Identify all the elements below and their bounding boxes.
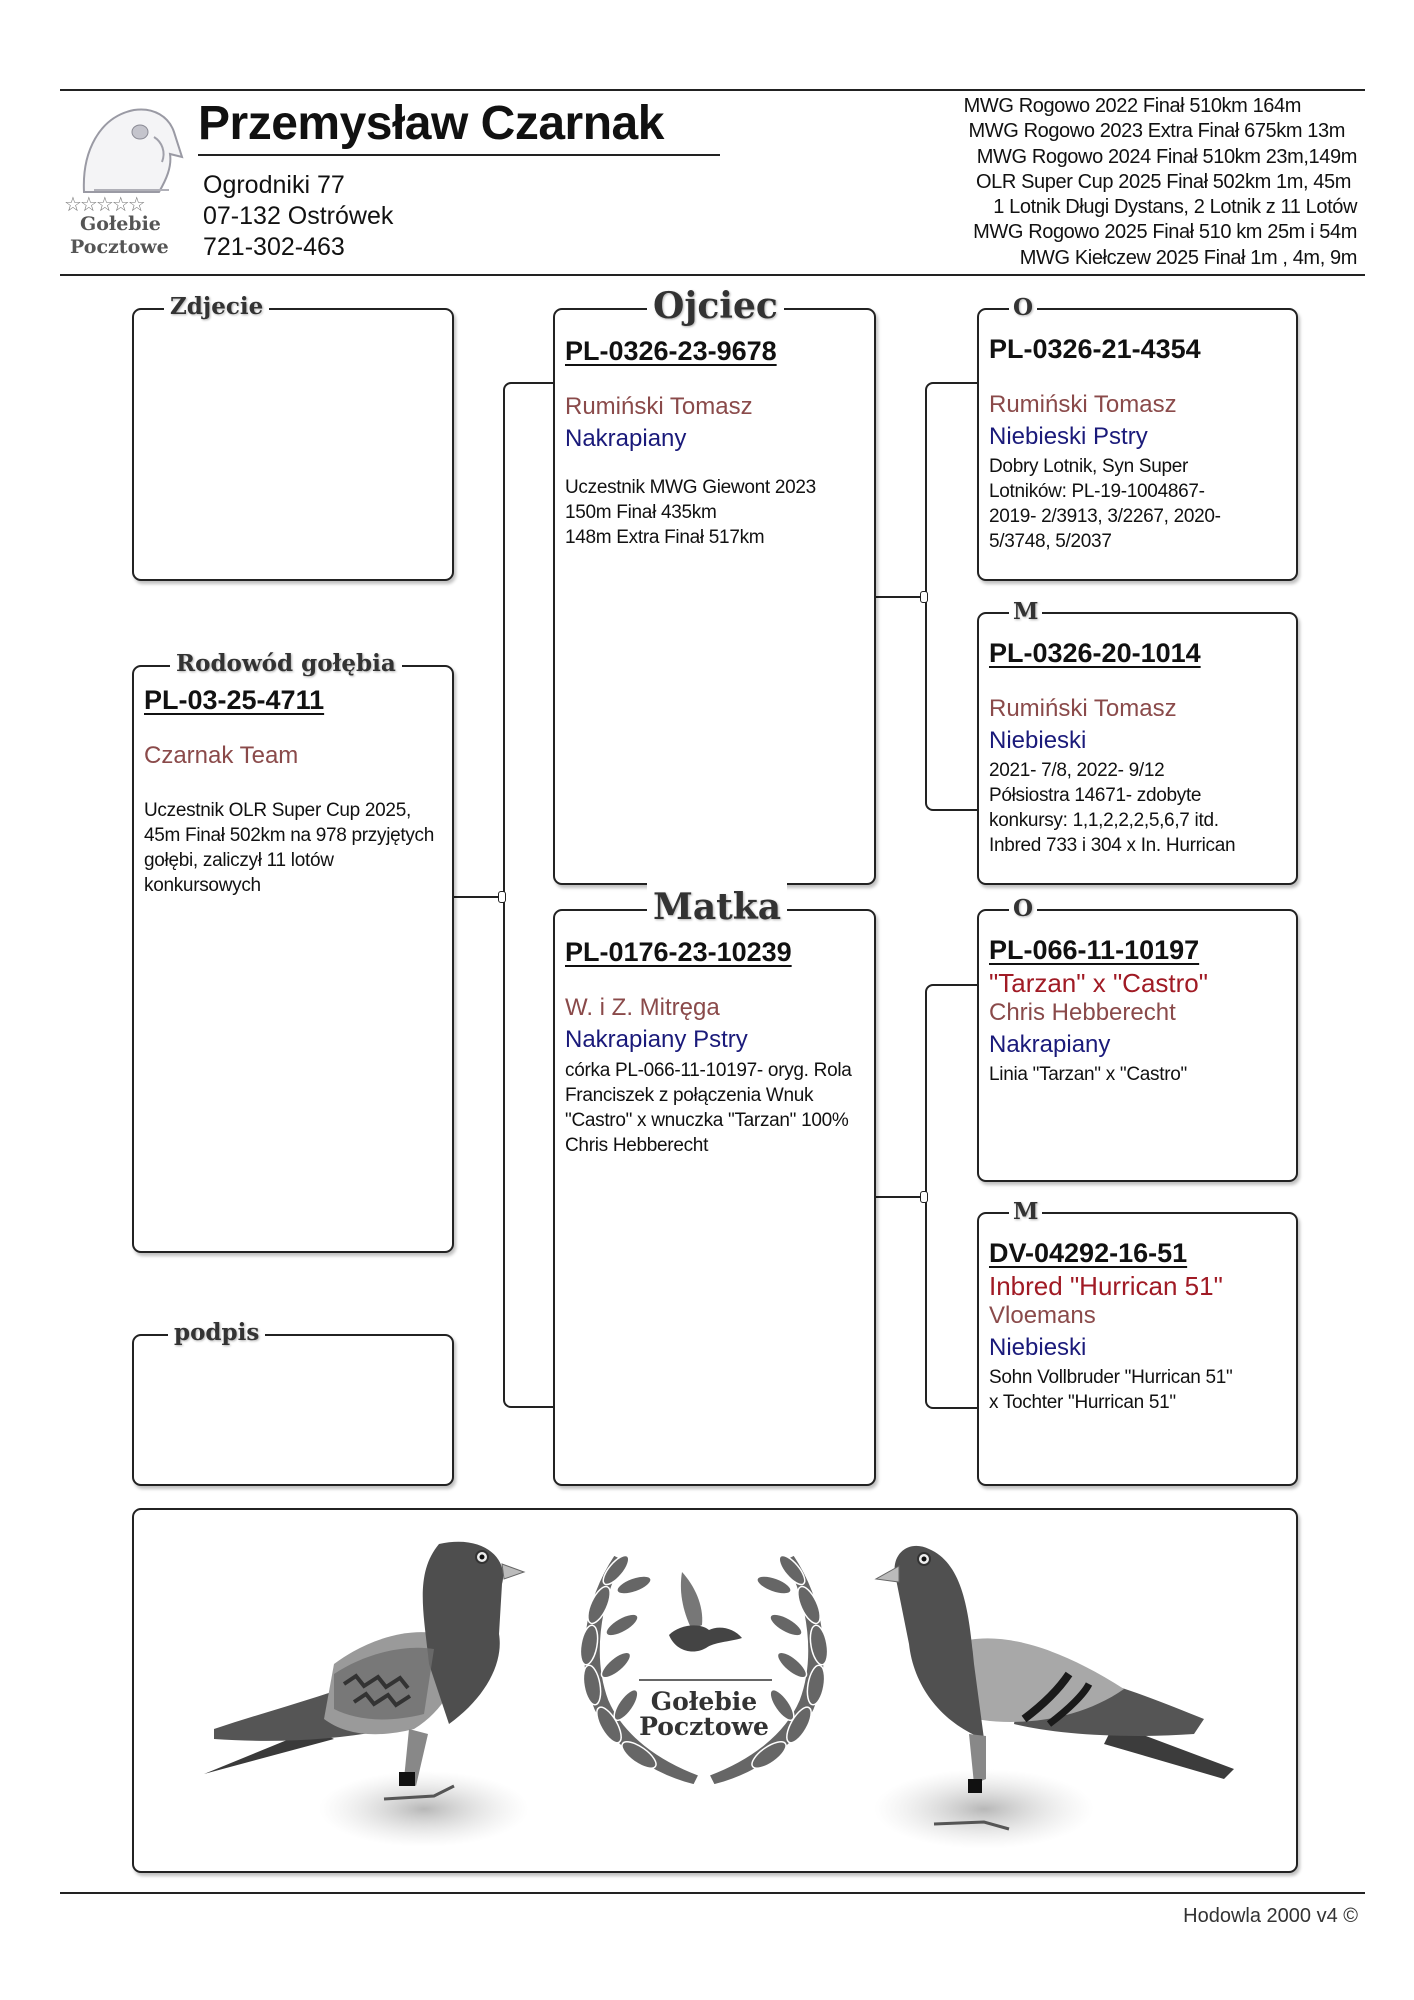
father-box-label: Ojciec [647,282,784,330]
paternal-grandmother-box [977,598,1298,885]
maternal-grandfather-breeder: Chris Hebberecht [989,999,1176,1026]
photo-box-label: Zdjecie [164,289,269,325]
pigeon-left-illustration [184,1524,544,1854]
father-note-line: 150m Finał 435km [565,502,717,523]
pigeon-ring-number: PL-03-25-4711 [144,685,325,715]
pigeon-right-illustration [874,1524,1254,1854]
signature-box-label: podpis [168,1315,265,1351]
paternal-grandfather-breeder: Rumiński Tomasz [989,391,1177,418]
footer-text: Hodowla 2000 v4 © [1183,1905,1358,1927]
maternal-grandfather-ring-number: PL-066-11-10197 [989,935,1200,965]
maternal-grandmother-note-line: Sohn Vollbruder "Hurrican 51" [989,1367,1233,1388]
father-ring-number: PL-0326-23-9678 [565,336,777,366]
connector-node [920,591,928,603]
pigeon-box-label: Rodowód gołębia [170,646,402,682]
header-top-rule [60,89,1365,91]
paternal-grandfather-notes: Dobry Lotnik, Syn Super Lotników: PL-19-1004867- 2019- 2/3913, 3/2267, 2020- 5/3748, 5/2037 [989,456,1221,552]
mother-box [553,886,876,1486]
father-breeder: Rumiński Tomasz [565,393,753,420]
maternal-grandmother-colour: Niebieski [989,1334,1087,1361]
connector-mother-bracket [925,984,979,1409]
father-colour: Nakrapiany [565,425,687,452]
header-bottom-rule [60,274,1365,276]
pigeon-head-icon [74,102,184,197]
achievement-item: MWG Rogowo 2024 Finał 510km 23m,149m [976,145,1357,168]
achievement-item: MWG Kiełczew 2025 Finał 1m , 4m, 9m [1019,246,1357,269]
owner-name-underline [198,154,720,156]
photo-box[interactable] [132,293,454,581]
father-note-line: Uczestnik MWG Giewont 2023 [565,477,816,498]
paternal-grandmother-note-line: Inbred 733 i 304 x In. Hurrican [989,835,1236,856]
connector-parents-bracket [503,382,555,1408]
connector-father-bracket [925,382,979,811]
connector-node [498,891,506,903]
emblem-text-line2: Pocztowe [639,1712,769,1741]
mother-breeder: W. i Z. Mitręga [565,994,720,1021]
paternal-grandfather-label: O [1009,290,1037,326]
logo-text-line2: Pocztowe [70,236,169,258]
laurel-wreath-emblem [554,1530,854,1790]
paternal-grandmother-label: M [1009,594,1042,630]
mother-box-label: Matka [647,883,787,931]
footer-rule [60,1892,1365,1894]
maternal-grandmother-box [977,1198,1298,1486]
maternal-grandfather-box [977,895,1298,1182]
achievement-item: MWG Rogowo 2025 Finał 510 km 25m i 54m [973,221,1357,244]
achievements-list [964,94,1357,271]
maternal-grandfather-label: O [1009,891,1037,927]
mother-ring-number: PL-0176-23-10239 [565,937,792,967]
paternal-grandmother-note-line: konkursy: 1,1,2,2,2,5,6,7 itd. [989,810,1219,831]
maternal-grandmother-name: Inbred "Hurrican 51" [989,1271,1223,1301]
logo-stars: ☆☆☆☆☆ [64,194,144,216]
mother-colour: Nakrapiany Pstry [565,1026,748,1053]
maternal-grandfather-colour: Nakrapiany [989,1031,1111,1058]
achievement-item: 1 Lotnik Długi Dystans, 2 Lotnik z 11 Lotów [993,196,1357,219]
paternal-grandfather-ring-number: PL-0326-21-4354 [989,334,1201,364]
maternal-grandmother-breeder: Vloemans [989,1302,1096,1329]
maternal-grandmother-label: M [1009,1194,1042,1230]
maternal-grandfather-name: "Tarzan" x "Castro" [989,968,1208,998]
paternal-grandmother-breeder: Rumiński Tomasz [989,695,1177,722]
emblem-text-line1: Gołebie [650,1687,758,1716]
maternal-grandmother-ring-number: DV-04292-16-51 [989,1238,1188,1268]
achievement-item: OLR Super Cup 2025 Finał 502km 1m, 45m [976,170,1351,193]
header-logo [64,100,188,265]
pigeon-box [132,650,454,1253]
pigeon-notes: Uczestnik OLR Super Cup 2025, 45m Finał 502km na 978 przyjętych gołębi, zaliczył 11 lotów konkursowych [144,800,435,896]
paternal-grandmother-note-line: 2021- 7/8, 2022- 9/12 [989,760,1165,781]
paternal-grandfather-colour: Niebieski Pstry [989,423,1148,450]
owner-address-line2: 07-132 Ostrówek [203,202,394,230]
paternal-grandmother-colour: Niebieski [989,727,1087,754]
owner-phone: 721-302-463 [203,233,345,261]
owner-name: Przemysław Czarnak [198,97,664,150]
achievement-item: MWG Rogowo 2022 Finał 510km 164m [963,95,1301,117]
paternal-grandfather-box [977,294,1298,581]
maternal-grandmother-note-line: x Tochter "Hurrican 51" [989,1392,1176,1413]
signature-box[interactable] [132,1319,454,1486]
flying-pigeon-icon [669,1572,742,1652]
father-box [553,285,876,885]
paternal-grandmother-ring-number: PL-0326-20-1014 [989,638,1201,668]
connector-node [920,1191,928,1203]
father-note-line: 148m Extra Finał 517km [565,527,765,548]
owner-address-line1: Ogrodniki 77 [203,171,345,199]
maternal-grandfather-notes: Linia "Tarzan" x "Castro" [989,1064,1187,1085]
achievement-item: MWG Rogowo 2023 Extra Finał 675km 13m [968,120,1345,143]
mother-notes: córka PL-066-11-10197- oryg. Rola Franciszek z połączenia Wnuk "Castro" x wnuczka "Tarzan" 100% Chris Hebberecht [565,1060,852,1156]
logo-text-line1: Gołebie [80,213,161,235]
illustration-panel [132,1508,1298,1873]
paternal-grandmother-note-line: Półsiostra 14671- zdobyte [989,785,1202,806]
pigeon-breeder: Czarnak Team [144,742,299,769]
